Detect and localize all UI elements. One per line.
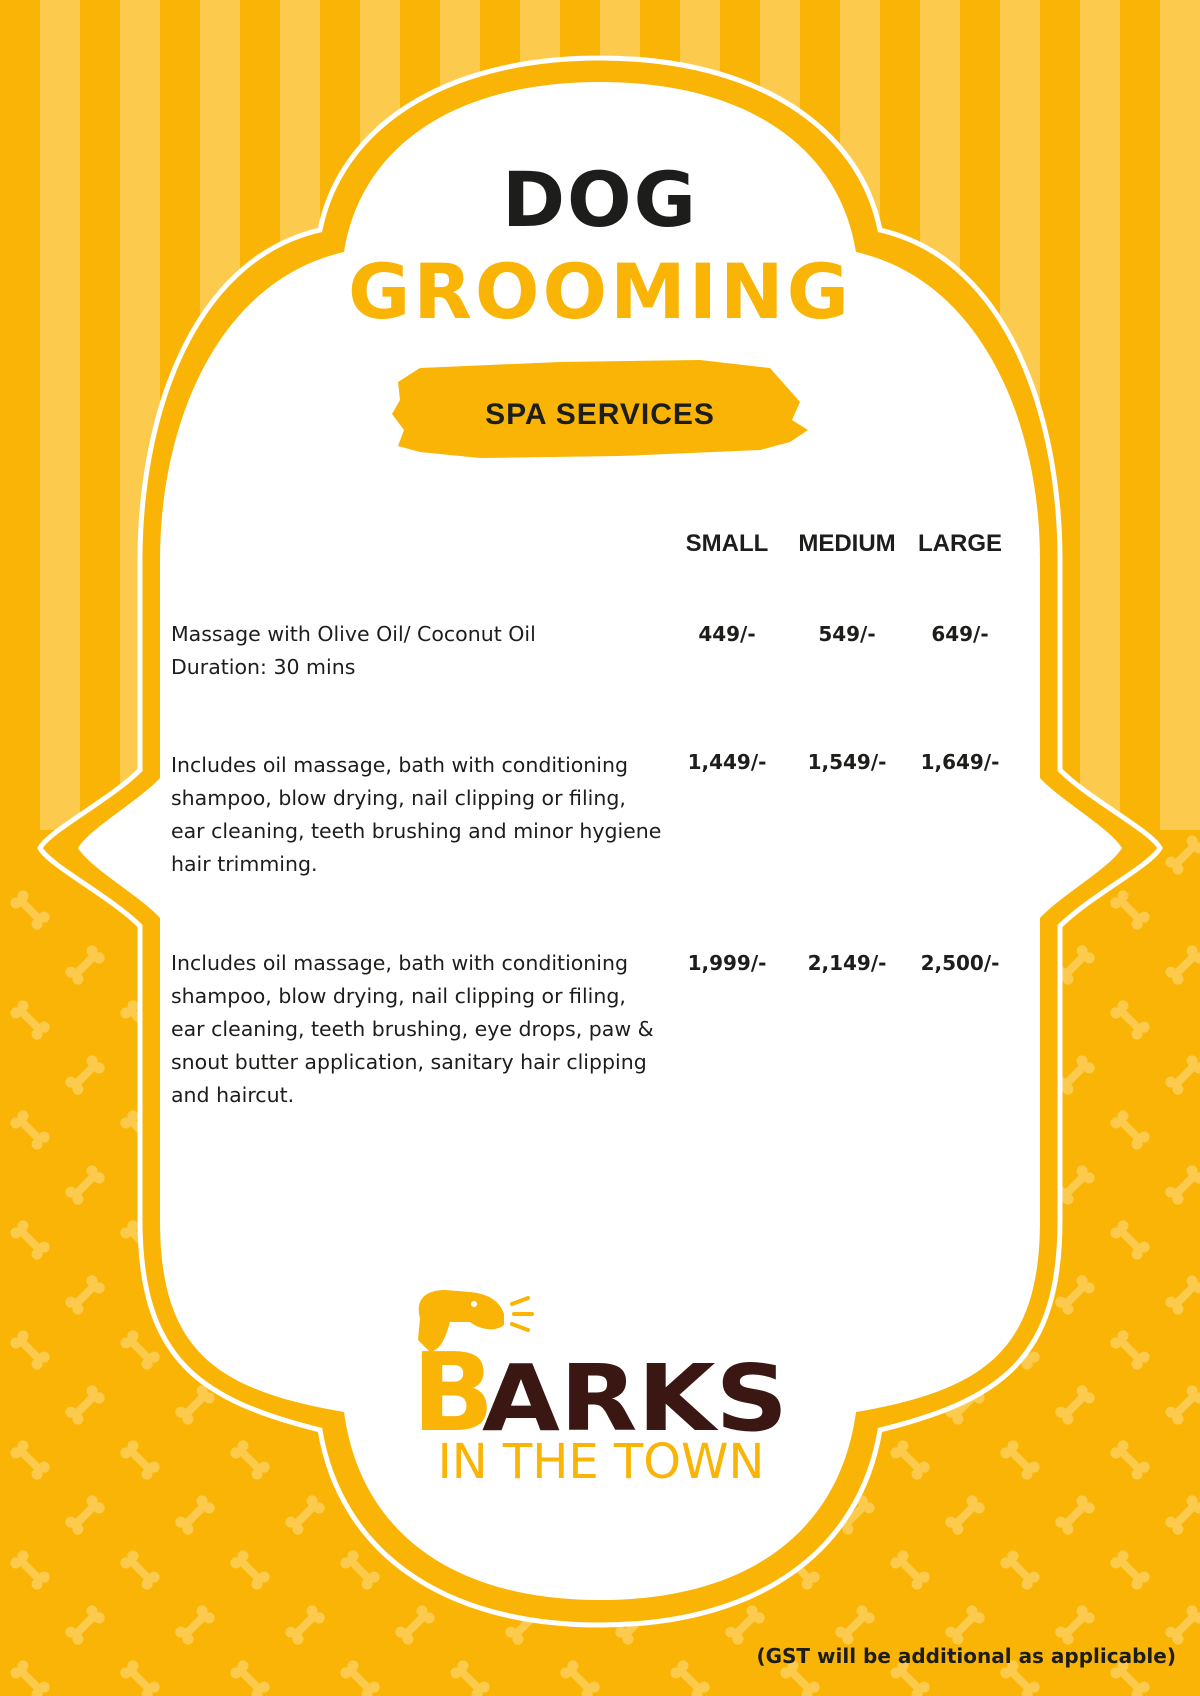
description-line: hair trimming. xyxy=(171,852,318,876)
description-line: and haircut. xyxy=(171,1083,295,1107)
description-line: shampoo, blow drying, nail clipping or filing, xyxy=(171,984,626,1008)
column-header-small: SMALL xyxy=(685,530,769,557)
service-description xyxy=(171,618,681,684)
logo-barks-wordmark xyxy=(412,1330,792,1450)
price-medium: 549/- xyxy=(818,622,876,646)
description-line: Includes oil massage, bath with conditioning xyxy=(171,753,628,777)
column-header-large: LARGE xyxy=(918,530,1002,557)
description-line: snout butter application, sanitary hair clipping xyxy=(171,1050,647,1074)
title-dog: DOG xyxy=(501,155,699,244)
gst-footnote: (GST will be additional as applicable) xyxy=(756,1644,1176,1668)
service-description xyxy=(171,749,681,881)
description-line: Massage with Olive Oil/ Coconut Oil xyxy=(171,622,536,646)
description-line: ear cleaning, teeth brushing and minor hygiene xyxy=(171,819,662,843)
description-line: Duration: 30 mins xyxy=(171,655,356,679)
price-medium: 2,149/- xyxy=(807,951,887,975)
price-large: 2,500/- xyxy=(920,951,1000,975)
price-small: 1,999/- xyxy=(687,951,767,975)
description-line: ear cleaning, teeth brushing, eye drops, paw & xyxy=(171,1017,654,1041)
price-small: 1,449/- xyxy=(687,750,767,774)
logo-word-arks: ARKS xyxy=(482,1345,788,1450)
logo-letter-b: B xyxy=(412,1331,495,1450)
price-small: 449/- xyxy=(698,622,756,646)
logo-tagline: IN THE TOWN xyxy=(437,1434,765,1490)
title-grooming: GROOMING xyxy=(347,247,852,336)
price-medium: 1,549/- xyxy=(807,750,887,774)
section-label-spa-services: SPA SERVICES xyxy=(485,398,715,431)
column-header-medium: MEDIUM xyxy=(798,530,896,557)
service-description xyxy=(171,947,681,1112)
description-line: Includes oil massage, bath with conditioning xyxy=(171,951,628,975)
price-large: 1,649/- xyxy=(920,750,1000,774)
price-large: 649/- xyxy=(931,622,989,646)
description-line: shampoo, blow drying, nail clipping or filing, xyxy=(171,786,626,810)
